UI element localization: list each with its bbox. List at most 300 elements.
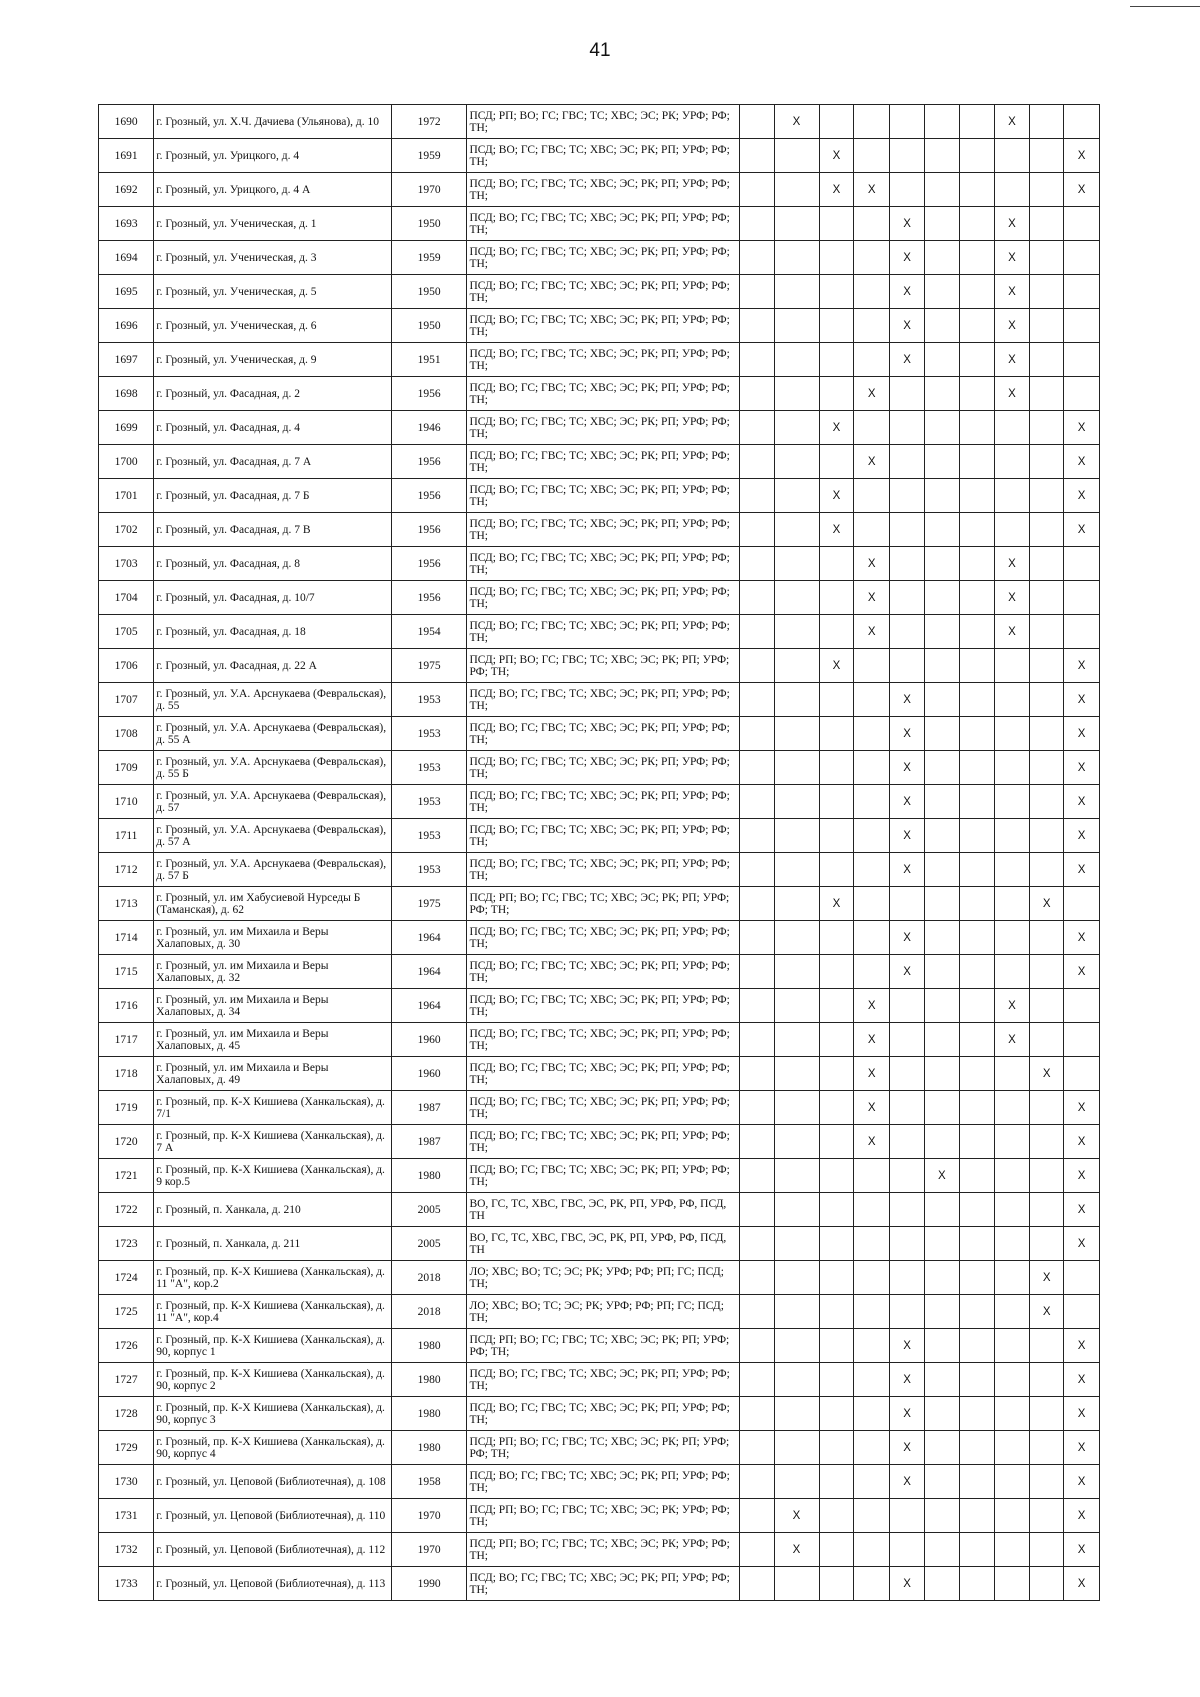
address-cell: г. Грозный, ул. Фасадная, д. 22 А [154, 649, 391, 683]
year-cell: 2018 [391, 1295, 467, 1329]
mark-cell [924, 479, 959, 513]
mark-cell [774, 1057, 819, 1091]
mark-cell [1030, 139, 1064, 173]
mark-cell [854, 887, 890, 921]
mark-cell [924, 853, 959, 887]
table-row [99, 649, 1100, 683]
mark-cell [739, 309, 774, 343]
systems-cell: ПСД; РП; ВО; ГС; ГВС; ТС; ХВС; ЭС; РК; РП; УРФ; РФ; ТН; [467, 1329, 739, 1363]
mark-cell [924, 1499, 959, 1533]
mark-cell [819, 445, 854, 479]
mark-cell [819, 1227, 854, 1261]
mark-cell: X [890, 343, 925, 377]
mark-cell [959, 1091, 994, 1125]
mark-cell [739, 139, 774, 173]
mark-cell [924, 343, 959, 377]
mark-cell [854, 1193, 890, 1227]
mark-cell [819, 1261, 854, 1295]
mark-cell [819, 377, 854, 411]
mark-cell [854, 649, 890, 683]
mark-cell: X [890, 683, 925, 717]
mark-cell [819, 1499, 854, 1533]
mark-cell [924, 921, 959, 955]
mark-cell [1064, 1057, 1100, 1091]
mark-cell [774, 1363, 819, 1397]
systems-cell: ПСД; ВО; ГС; ГВС; ТС; ХВС; ЭС; РК; РП; УРФ; РФ; ТН; [467, 1465, 739, 1499]
table-row [99, 207, 1100, 241]
mark-cell [774, 445, 819, 479]
year-cell: 1960 [391, 1057, 467, 1091]
mark-cell [819, 989, 854, 1023]
year-cell: 1956 [391, 547, 467, 581]
table-row [99, 1431, 1100, 1465]
mark-cell [739, 1193, 774, 1227]
address-cell: г. Грозный, ул. У.А. Арснукаева (Февральская), д. 55 [154, 683, 391, 717]
mark-cell [890, 513, 925, 547]
mark-cell [774, 853, 819, 887]
table-row [99, 1159, 1100, 1193]
mark-cell [854, 1261, 890, 1295]
mark-cell [1030, 683, 1064, 717]
mark-cell [924, 683, 959, 717]
mark-cell: X [994, 343, 1030, 377]
mark-cell: X [1064, 445, 1100, 479]
systems-cell: ВО, ГС, ТС, ХВС, ГВС, ЭС, РК, РП, УРФ, РФ, ПСД, ТН [467, 1193, 739, 1227]
mark-cell [959, 751, 994, 785]
row-number-cell: 1712 [99, 853, 154, 887]
mark-cell: X [819, 649, 854, 683]
mark-cell: X [1030, 887, 1064, 921]
mark-cell [994, 1261, 1030, 1295]
table-row [99, 1567, 1100, 1601]
mark-cell [774, 1567, 819, 1601]
address-cell: г. Грозный, пр. К-Х Кишиева (Ханкальская), д. 7 А [154, 1125, 391, 1159]
address-cell: г. Грозный, ул. им Михаила и Веры Халаповых, д. 45 [154, 1023, 391, 1057]
year-cell: 1956 [391, 445, 467, 479]
mark-cell [924, 547, 959, 581]
mark-cell [1030, 1125, 1064, 1159]
row-number-cell: 1691 [99, 139, 154, 173]
table-row [99, 173, 1100, 207]
mark-cell [739, 751, 774, 785]
mark-cell [774, 615, 819, 649]
systems-cell: ПСД; ВО; ГС; ГВС; ТС; ХВС; ЭС; РК; РП; УРФ; РФ; ТН; [467, 1125, 739, 1159]
mark-cell [994, 445, 1030, 479]
mark-cell: X [994, 241, 1030, 275]
mark-cell [1064, 1295, 1100, 1329]
mark-cell: X [890, 819, 925, 853]
mark-cell [924, 1329, 959, 1363]
mark-cell [924, 615, 959, 649]
address-cell: г. Грозный, ул. Урицкого, д. 4 [154, 139, 391, 173]
mark-cell [890, 1091, 925, 1125]
row-number-cell: 1709 [99, 751, 154, 785]
mark-cell [924, 785, 959, 819]
systems-cell: ПСД; ВО; ГС; ГВС; ТС; ХВС; ЭС; РК; РП; УРФ; РФ; ТН; [467, 819, 739, 853]
mark-cell [890, 377, 925, 411]
row-number-cell: 1698 [99, 377, 154, 411]
mark-cell [994, 683, 1030, 717]
year-cell: 1953 [391, 683, 467, 717]
address-cell: г. Грозный, ул. Ученическая, д. 5 [154, 275, 391, 309]
mark-cell: X [774, 105, 819, 139]
mark-cell [854, 819, 890, 853]
mark-cell: X [994, 615, 1030, 649]
table-row [99, 1125, 1100, 1159]
mark-cell [739, 1397, 774, 1431]
systems-cell: ПСД; РП; ВО; ГС; ГВС; ТС; ХВС; ЭС; РК; УРФ; РФ; ТН; [467, 1499, 739, 1533]
mark-cell [774, 717, 819, 751]
mark-cell [924, 1363, 959, 1397]
table-row [99, 411, 1100, 445]
mark-cell [959, 1023, 994, 1057]
mark-cell [739, 785, 774, 819]
mark-cell: X [890, 921, 925, 955]
systems-cell: ПСД; ВО; ГС; ГВС; ТС; ХВС; ЭС; РК; РП; УРФ; РФ; ТН; [467, 411, 739, 445]
mark-cell [890, 411, 925, 445]
year-cell: 2018 [391, 1261, 467, 1295]
address-cell: г. Грозный, пр. К-Х Кишиева (Ханкальская), д. 90, корпус 2 [154, 1363, 391, 1397]
address-cell: г. Грозный, ул. Х.Ч. Дачиева (Ульянова), д. 10 [154, 105, 391, 139]
systems-cell: ЛО; ХВС; ВО; ТС; ЭС; РК; УРФ; РФ; РП; ГС; ПСД; ТН; [467, 1261, 739, 1295]
mark-cell [959, 1057, 994, 1091]
mark-cell: X [819, 887, 854, 921]
mark-cell [739, 411, 774, 445]
systems-cell: ПСД; ВО; ГС; ГВС; ТС; ХВС; ЭС; РК; РП; УРФ; РФ; ТН; [467, 1091, 739, 1125]
mark-cell: X [994, 309, 1030, 343]
mark-cell [854, 139, 890, 173]
systems-cell: ПСД; ВО; ГС; ГВС; ТС; ХВС; ЭС; РК; РП; УРФ; РФ; ТН; [467, 615, 739, 649]
mark-cell [890, 1499, 925, 1533]
table-row [99, 785, 1100, 819]
mark-cell [774, 241, 819, 275]
row-number-cell: 1733 [99, 1567, 154, 1601]
systems-cell: ПСД; ВО; ГС; ГВС; ТС; ХВС; ЭС; РК; РП; УРФ; РФ; ТН; [467, 513, 739, 547]
mark-cell [994, 1193, 1030, 1227]
row-number-cell: 1730 [99, 1465, 154, 1499]
mark-cell [774, 411, 819, 445]
address-cell: г. Грозный, ул. Фасадная, д. 2 [154, 377, 391, 411]
mark-cell [924, 581, 959, 615]
table-row [99, 1261, 1100, 1295]
year-cell: 1956 [391, 377, 467, 411]
mark-cell [924, 1193, 959, 1227]
mark-cell [1030, 445, 1064, 479]
mark-cell [854, 853, 890, 887]
mark-cell: X [994, 105, 1030, 139]
mark-cell: X [854, 173, 890, 207]
mark-cell: X [1064, 683, 1100, 717]
mark-cell [890, 1261, 925, 1295]
mark-cell [924, 1533, 959, 1567]
year-cell: 1987 [391, 1125, 467, 1159]
mark-cell: X [994, 989, 1030, 1023]
mark-cell [774, 581, 819, 615]
systems-cell: ПСД; ВО; ГС; ГВС; ТС; ХВС; ЭС; РК; РП; УРФ; РФ; ТН; [467, 751, 739, 785]
address-cell: г. Грозный, ул. им Михаила и Веры Халаповых, д. 34 [154, 989, 391, 1023]
row-number-cell: 1721 [99, 1159, 154, 1193]
address-cell: г. Грозный, ул. У.А. Арснукаева (Февральская), д. 57 Б [154, 853, 391, 887]
mark-cell [924, 513, 959, 547]
mark-cell: X [994, 377, 1030, 411]
mark-cell: X [1030, 1057, 1064, 1091]
address-cell: г. Грозный, ул. Цеповой (Библиотечная), д. 108 [154, 1465, 391, 1499]
mark-cell [739, 887, 774, 921]
mark-cell [774, 377, 819, 411]
table-row [99, 1363, 1100, 1397]
mark-cell [959, 309, 994, 343]
year-cell: 1970 [391, 173, 467, 207]
mark-cell [994, 853, 1030, 887]
address-cell: г. Грозный, ул. Фасадная, д. 7 Б [154, 479, 391, 513]
year-cell: 1959 [391, 241, 467, 275]
row-number-cell: 1727 [99, 1363, 154, 1397]
mark-cell [854, 1227, 890, 1261]
year-cell: 1951 [391, 343, 467, 377]
mark-cell [819, 1091, 854, 1125]
mark-cell [774, 1295, 819, 1329]
mark-cell [854, 105, 890, 139]
mark-cell [994, 1091, 1030, 1125]
year-cell: 1953 [391, 853, 467, 887]
mark-cell [890, 173, 925, 207]
mark-cell [854, 785, 890, 819]
mark-cell [890, 445, 925, 479]
mark-cell [739, 479, 774, 513]
systems-cell: ПСД; ВО; ГС; ГВС; ТС; ХВС; ЭС; РК; РП; УРФ; РФ; ТН; [467, 207, 739, 241]
mark-cell [819, 275, 854, 309]
mark-cell: X [890, 717, 925, 751]
address-cell: г. Грозный, ул. У.А. Арснукаева (Февральская), д. 55 Б [154, 751, 391, 785]
address-cell: г. Грозный, пр. К-Х Кишиева (Ханкальская), д. 11 "А", кор.2 [154, 1261, 391, 1295]
mark-cell [819, 547, 854, 581]
address-cell: г. Грозный, ул. Ученическая, д. 3 [154, 241, 391, 275]
mark-cell [739, 1227, 774, 1261]
mark-cell: X [1064, 173, 1100, 207]
mark-cell [890, 105, 925, 139]
mark-cell: X [1064, 921, 1100, 955]
mark-cell [994, 1057, 1030, 1091]
mark-cell [1030, 173, 1064, 207]
mark-cell: X [854, 445, 890, 479]
mark-cell [1064, 377, 1100, 411]
mark-cell [819, 1023, 854, 1057]
mark-cell [924, 819, 959, 853]
mark-cell [1064, 105, 1100, 139]
mark-cell [959, 581, 994, 615]
mark-cell [819, 1465, 854, 1499]
mark-cell [774, 479, 819, 513]
year-cell: 1972 [391, 105, 467, 139]
mark-cell [959, 411, 994, 445]
mark-cell [739, 649, 774, 683]
mark-cell: X [854, 1091, 890, 1125]
address-cell: г. Грозный, ул. Цеповой (Библиотечная), д. 112 [154, 1533, 391, 1567]
row-number-cell: 1722 [99, 1193, 154, 1227]
systems-cell: ПСД; ВО; ГС; ГВС; ТС; ХВС; ЭС; РК; РП; УРФ; РФ; ТН; [467, 1023, 739, 1057]
table-row [99, 343, 1100, 377]
systems-cell: ПСД; ВО; ГС; ГВС; ТС; ХВС; ЭС; РК; РП; УРФ; РФ; ТН; [467, 717, 739, 751]
mark-cell [1064, 581, 1100, 615]
mark-cell [739, 819, 774, 853]
mark-cell: X [854, 581, 890, 615]
mark-cell [1030, 241, 1064, 275]
address-cell: г. Грозный, пр. К-Х Кишиева (Ханкальская), д. 9 кор.5 [154, 1159, 391, 1193]
year-cell: 1990 [391, 1567, 467, 1601]
mark-cell [854, 1533, 890, 1567]
mark-cell [774, 275, 819, 309]
mark-cell: X [890, 1431, 925, 1465]
mark-cell [739, 173, 774, 207]
mark-cell [994, 751, 1030, 785]
mark-cell: X [890, 751, 925, 785]
mark-cell [1030, 1159, 1064, 1193]
mark-cell [924, 309, 959, 343]
mark-cell [890, 1023, 925, 1057]
table-row [99, 139, 1100, 173]
mark-cell [1064, 887, 1100, 921]
mark-cell [994, 513, 1030, 547]
mark-cell [739, 207, 774, 241]
row-number-cell: 1702 [99, 513, 154, 547]
systems-cell: ПСД; РП; ВО; ГС; ГВС; ТС; ХВС; ЭС; РК; УРФ; РФ; ТН; [467, 1533, 739, 1567]
systems-cell: ПСД; ВО; ГС; ГВС; ТС; ХВС; ЭС; РК; РП; УРФ; РФ; ТН; [467, 989, 739, 1023]
mark-cell [959, 1227, 994, 1261]
mark-cell [1064, 309, 1100, 343]
mark-cell [774, 343, 819, 377]
mark-cell: X [854, 547, 890, 581]
systems-cell: ПСД; ВО; ГС; ГВС; ТС; ХВС; ЭС; РК; РП; УРФ; РФ; ТН; [467, 547, 739, 581]
mark-cell [819, 853, 854, 887]
mark-cell: X [854, 377, 890, 411]
mark-cell [959, 173, 994, 207]
mark-cell: X [1064, 1125, 1100, 1159]
year-cell: 1964 [391, 955, 467, 989]
table-row [99, 819, 1100, 853]
mark-cell [819, 615, 854, 649]
mark-cell [959, 819, 994, 853]
mark-cell [739, 1261, 774, 1295]
table-row [99, 105, 1100, 139]
year-cell: 1980 [391, 1431, 467, 1465]
mark-cell: X [994, 547, 1030, 581]
year-cell: 1964 [391, 921, 467, 955]
mark-cell [774, 173, 819, 207]
mark-cell [924, 1227, 959, 1261]
year-cell: 1956 [391, 581, 467, 615]
mark-cell [890, 1125, 925, 1159]
row-number-cell: 1693 [99, 207, 154, 241]
mark-cell [924, 105, 959, 139]
mark-cell: X [774, 1499, 819, 1533]
mark-cell [1030, 1227, 1064, 1261]
mark-cell: X [890, 1567, 925, 1601]
systems-cell: ПСД; ВО; ГС; ГВС; ТС; ХВС; ЭС; РК; РП; УРФ; РФ; ТН; [467, 275, 739, 309]
mark-cell [854, 411, 890, 445]
mark-cell [739, 1091, 774, 1125]
mark-cell [924, 1397, 959, 1431]
mark-cell [739, 581, 774, 615]
table-row [99, 275, 1100, 309]
mark-cell [1030, 343, 1064, 377]
table-row [99, 955, 1100, 989]
mark-cell [959, 955, 994, 989]
table-row [99, 1533, 1100, 1567]
mark-cell [774, 139, 819, 173]
mark-cell [890, 1533, 925, 1567]
address-cell: г. Грозный, пр. К-Х Кишиева (Ханкальская), д. 90, корпус 1 [154, 1329, 391, 1363]
mark-cell [994, 1499, 1030, 1533]
mark-cell [994, 1295, 1030, 1329]
mark-cell [959, 275, 994, 309]
mark-cell [890, 139, 925, 173]
mark-cell: X [1064, 139, 1100, 173]
mark-cell [819, 241, 854, 275]
mark-cell [819, 717, 854, 751]
mark-cell [774, 1329, 819, 1363]
mark-cell: X [1064, 717, 1100, 751]
row-number-cell: 1710 [99, 785, 154, 819]
mark-cell [819, 105, 854, 139]
mark-cell [854, 1465, 890, 1499]
mark-cell [924, 1023, 959, 1057]
mark-cell [994, 479, 1030, 513]
address-cell: г. Грозный, ул. Урицкого, д. 4 А [154, 173, 391, 207]
year-cell: 1980 [391, 1329, 467, 1363]
mark-cell: X [854, 1125, 890, 1159]
mark-cell [994, 649, 1030, 683]
table-row [99, 513, 1100, 547]
mark-cell [739, 105, 774, 139]
mark-cell: X [890, 207, 925, 241]
mark-cell [924, 275, 959, 309]
mark-cell [1030, 921, 1064, 955]
mark-cell [739, 1363, 774, 1397]
mark-cell [924, 241, 959, 275]
year-cell: 1946 [391, 411, 467, 445]
row-number-cell: 1731 [99, 1499, 154, 1533]
mark-cell [854, 683, 890, 717]
mark-cell [739, 343, 774, 377]
row-number-cell: 1695 [99, 275, 154, 309]
mark-cell [890, 1227, 925, 1261]
address-cell: г. Грозный, ул. Фасадная, д. 7 А [154, 445, 391, 479]
mark-cell [854, 275, 890, 309]
mark-cell [1030, 377, 1064, 411]
mark-cell [1030, 649, 1064, 683]
mark-cell: X [1064, 1193, 1100, 1227]
mark-cell [994, 1397, 1030, 1431]
row-number-cell: 1696 [99, 309, 154, 343]
mark-cell [924, 989, 959, 1023]
mark-cell [1030, 853, 1064, 887]
mark-cell: X [819, 513, 854, 547]
mark-cell [959, 1363, 994, 1397]
mark-cell [854, 717, 890, 751]
mark-cell: X [890, 1329, 925, 1363]
mark-cell [854, 955, 890, 989]
mark-cell: X [1064, 1363, 1100, 1397]
mark-cell [819, 1533, 854, 1567]
mark-cell [774, 513, 819, 547]
mark-cell [959, 717, 994, 751]
mark-cell [854, 1397, 890, 1431]
table-row [99, 683, 1100, 717]
mark-cell [739, 921, 774, 955]
mark-cell [1064, 1261, 1100, 1295]
mark-cell [1030, 1363, 1064, 1397]
table-row [99, 547, 1100, 581]
